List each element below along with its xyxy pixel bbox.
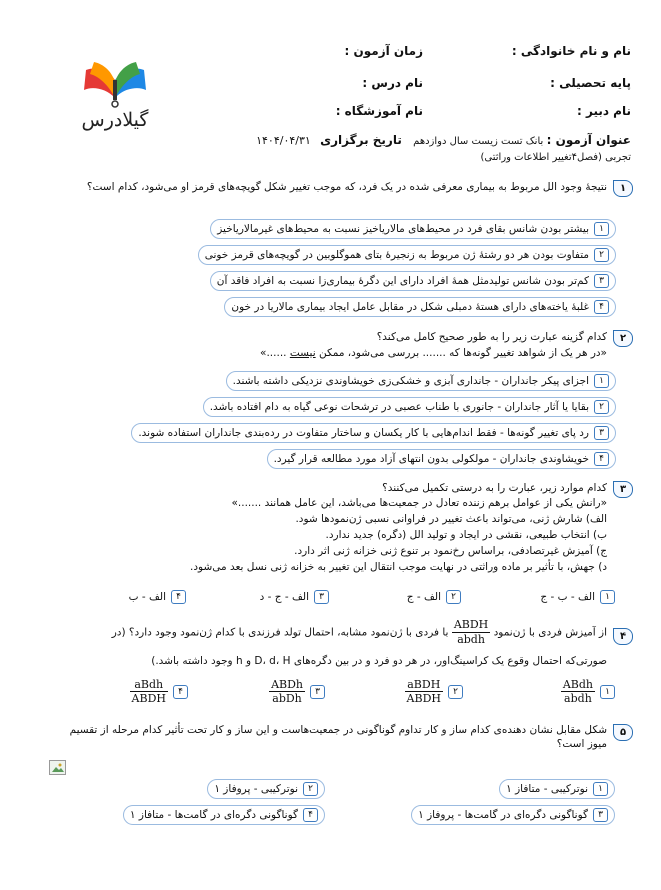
option-text: بیشتر بودن شانس بقای فرد در محیط‌های مالاریاخیز نسبت به محیط‌های غیرمالاریاخیز [217, 223, 589, 235]
q4-text-b: با فردی با ژن‌نمود مشابه، احتمال تولد فرزندی با کدام ژن‌نمود وجود دارد؟ (در [111, 626, 449, 639]
q2-option-4[interactable] [267, 449, 616, 469]
grade-label: پایه تحصیلی : [550, 76, 631, 90]
option-number: ۳ [594, 426, 609, 440]
option-number: ۱ [594, 374, 609, 388]
option-text: گوناگونی دگره‌ای در گامت‌ها - پروفاز ۱ [418, 809, 588, 821]
question-number-3: ۳ [613, 481, 633, 498]
site-logo [78, 58, 152, 138]
option-number: ۴ [594, 452, 609, 466]
question-2-quote [47, 346, 607, 360]
question-4-line-1 [37, 618, 607, 647]
question-number-2: ۲ [613, 330, 633, 347]
question-3-line: ج) آمیزش غیرتصادفی، براساس رخ‌نمود بر تنوع ژنی خزانه ژنی اثر دارد. [294, 545, 607, 557]
frac-numerator: ABDh [271, 678, 303, 691]
q4-option-3[interactable] [269, 678, 325, 705]
quote-end: ......» [260, 347, 287, 359]
option-text: نوترکیبی - پروفاز ۱ [214, 783, 298, 795]
option-number: ۴ [594, 300, 609, 314]
question-5-text: شکل مقابل نشان دهنده‌ی کدام ساز و کار تداوم گوناگونی در جمعیت‌هاست و این ساز و کار تحت تأثیر کدام مرحله از تقسیم میوز است؟ [69, 724, 607, 750]
option-text: متفاوت بودن هر دو رشتهٔ ژن مربوط به زنجیرهٔ بتای هموگلوبین در گویچه‌های قرمز خونی [204, 249, 589, 261]
question-3-line: کدام موارد زیر، عبارت را به درستی تکمیل می‌کنند؟ [382, 482, 607, 494]
frac-denominator: abdh [564, 692, 592, 705]
option-text: رد پای تغییر گونه‌ها - فقط اندام‌هایی با کار یکسان و ساختار متفاوت در رده‌بندی جانداران استفاده شوند. [138, 427, 589, 439]
option-number: ۲ [448, 685, 463, 699]
option-number: ۱ [594, 222, 609, 236]
question-4-line-2: صورتی‌که احتمال وقوع یک کراسینگ‌اور، در هر دو فرد و در بین دگره‌های D، d، H و h وجود داشته باشد.) [151, 655, 607, 667]
frac-denominator: abdh [457, 633, 485, 646]
quote-start: «در هر یک از شواهد تغییر گونه‌ها که ....... بررسی می‌شود، ممکن [318, 347, 607, 359]
option-number: ۲ [446, 590, 461, 604]
option-text: الف - ج - د [259, 591, 309, 603]
question-3-line: ب) انتخاب طبیعی، نقشی در ایجاد و تولید الل (دگره) جدید ندارد. [325, 529, 607, 541]
option-number: ۳ [314, 590, 329, 604]
exam-time-label: زمان آزمون : [344, 44, 423, 58]
option-number: ۴ [171, 590, 186, 604]
option-number: ۴ [303, 808, 318, 822]
question-2-text: کدام گزینه عبارت زیر را به طور صحیح کامل می‌کند؟ [376, 331, 607, 343]
option-number: ۱ [600, 590, 615, 604]
option-number: ۱ [593, 782, 608, 796]
quote-negation: نیست [289, 347, 316, 359]
option-number: ۳ [310, 685, 325, 699]
student-name-label: نام و نام خانوادگی : [511, 44, 631, 58]
book-logo-icon [78, 58, 152, 108]
exam-date-value: ۱۴۰۴/۰۴/۳۱ [256, 134, 311, 147]
broken-image-icon [49, 760, 66, 775]
option-number: ۲ [594, 400, 609, 414]
question-3-line: الف) شارش ژنی، می‌تواند باعث تغییر در فراوانی نسبی ژن‌نمودها شود. [295, 513, 607, 525]
exam-subtitle: تجربی (فصل۴تغییر اطلاعات وراثتی) [480, 152, 631, 163]
q3-option-3[interactable] [260, 590, 329, 604]
option-fraction [130, 678, 168, 705]
exam-title-label: عنوان آزمون : [546, 133, 631, 147]
question-number-5: ۵ [613, 724, 633, 741]
question-1-text: نتیجهٔ وجود الل مربوط به بیماری معرفی شده در یک فرد، که موجب تغییر شکل گویچه‌های قرمز او می‌شود، کدام است؟ [86, 181, 607, 193]
frac-denominator: abDh [272, 692, 302, 705]
option-number: ۳ [594, 274, 609, 288]
option-fraction [561, 678, 595, 705]
option-text: بقایا یا آثار جانداران - جانوری با طناب عصبی در ترشحات نوعی گیاه به دام افتاده باشد. [209, 401, 589, 413]
q5-option-3[interactable] [411, 805, 615, 825]
q5-option-4[interactable] [123, 805, 325, 825]
option-number: ۲ [594, 248, 609, 262]
exam-title-row [256, 133, 631, 147]
q3-option-4[interactable] [129, 590, 186, 604]
exam-title-value: بانک تست زیست سال دوازدهم [413, 136, 544, 147]
q4-option-1[interactable] [561, 678, 615, 705]
question-number-1: ۱ [613, 180, 633, 197]
option-text: نوترکیبی - متافاز ۱ [506, 783, 588, 795]
q1-option-3[interactable] [210, 271, 616, 291]
lesson-label: نام درس : [362, 76, 423, 90]
frac-numerator: ABdh [562, 678, 593, 691]
option-number: ۱ [600, 685, 615, 699]
question-3-line: «رانش یکی از عوامل برهم زننده تعادل در جمعیت‌ها می‌باشد، این عامل همانند .......» [231, 497, 607, 509]
q3-option-2[interactable] [407, 590, 461, 604]
option-number: ۲ [303, 782, 318, 796]
frac-denominator: ABDH [406, 692, 441, 705]
exam-date-label: تاریخ برگزاری [320, 133, 402, 147]
option-text: الف - ب - ج [540, 591, 595, 603]
frac-numerator: ABDH [453, 618, 489, 631]
frac-denominator: ABDH [131, 692, 166, 705]
option-number: ۳ [593, 808, 608, 822]
option-fraction [405, 678, 443, 705]
q5-option-2[interactable] [207, 779, 325, 799]
logo-text: گیلادرس [81, 109, 149, 131]
question-number-4: ۴ [613, 628, 633, 645]
option-text: الف - ج [406, 591, 441, 603]
q4-text-a: از آمیزش فردی با ژن‌نمود [493, 626, 607, 639]
q5-option-1[interactable] [499, 779, 615, 799]
option-text: کم‌تر بودن شانس تولیدمثل همهٔ افراد دارای این دگرهٔ بیماری‌زا نسبت به افراد فاقد آن [216, 275, 589, 287]
q1-option-4[interactable] [224, 297, 616, 317]
teacher-label: نام دبیر : [577, 104, 631, 118]
option-text: اجزای پیکر جانداران - جانداری آبزی و خشکی‌زی خویشاوندی نزدیکی داشته باشند. [232, 375, 589, 387]
frac-numerator: aBdh [130, 678, 168, 692]
institute-label: نام آموزشگاه : [335, 104, 423, 118]
image-placeholder-icon [50, 761, 65, 774]
q1-option-2[interactable] [198, 245, 616, 265]
option-fraction [269, 678, 305, 705]
q4-option-4[interactable] [130, 678, 188, 705]
option-text: الف - ب [128, 591, 166, 603]
q2-option-2[interactable] [203, 397, 616, 417]
frac-numerator: aBDH [405, 678, 443, 692]
option-text: خویشاوندی جانداران - مولکولی بدون انتهای آزاد مورد مطالعه قرار گیرد. [273, 453, 589, 465]
q4-option-2[interactable] [405, 678, 463, 705]
q2-option-1[interactable] [226, 371, 616, 391]
option-text: غلبهٔ یاخته‌های دارای هستهٔ دمبلی شکل در مقابل عامل ایجاد بیماری مالاریا در خون [231, 301, 589, 313]
q2-option-3[interactable] [131, 423, 616, 443]
question-3-line: د) جهش، با تأثیر بر ماده وراثتی در نهایت موجب انتقال این تغییر به خزانه ژنی نسل بعد می‌شود. [190, 561, 607, 573]
q1-option-1[interactable] [210, 219, 616, 239]
q3-option-1[interactable] [540, 590, 615, 604]
option-text: گوناگونی دگره‌ای در گامت‌ها - متافاز ۱ [129, 809, 298, 821]
q4-genotype-fraction [452, 618, 490, 647]
option-number: ۴ [173, 685, 188, 699]
